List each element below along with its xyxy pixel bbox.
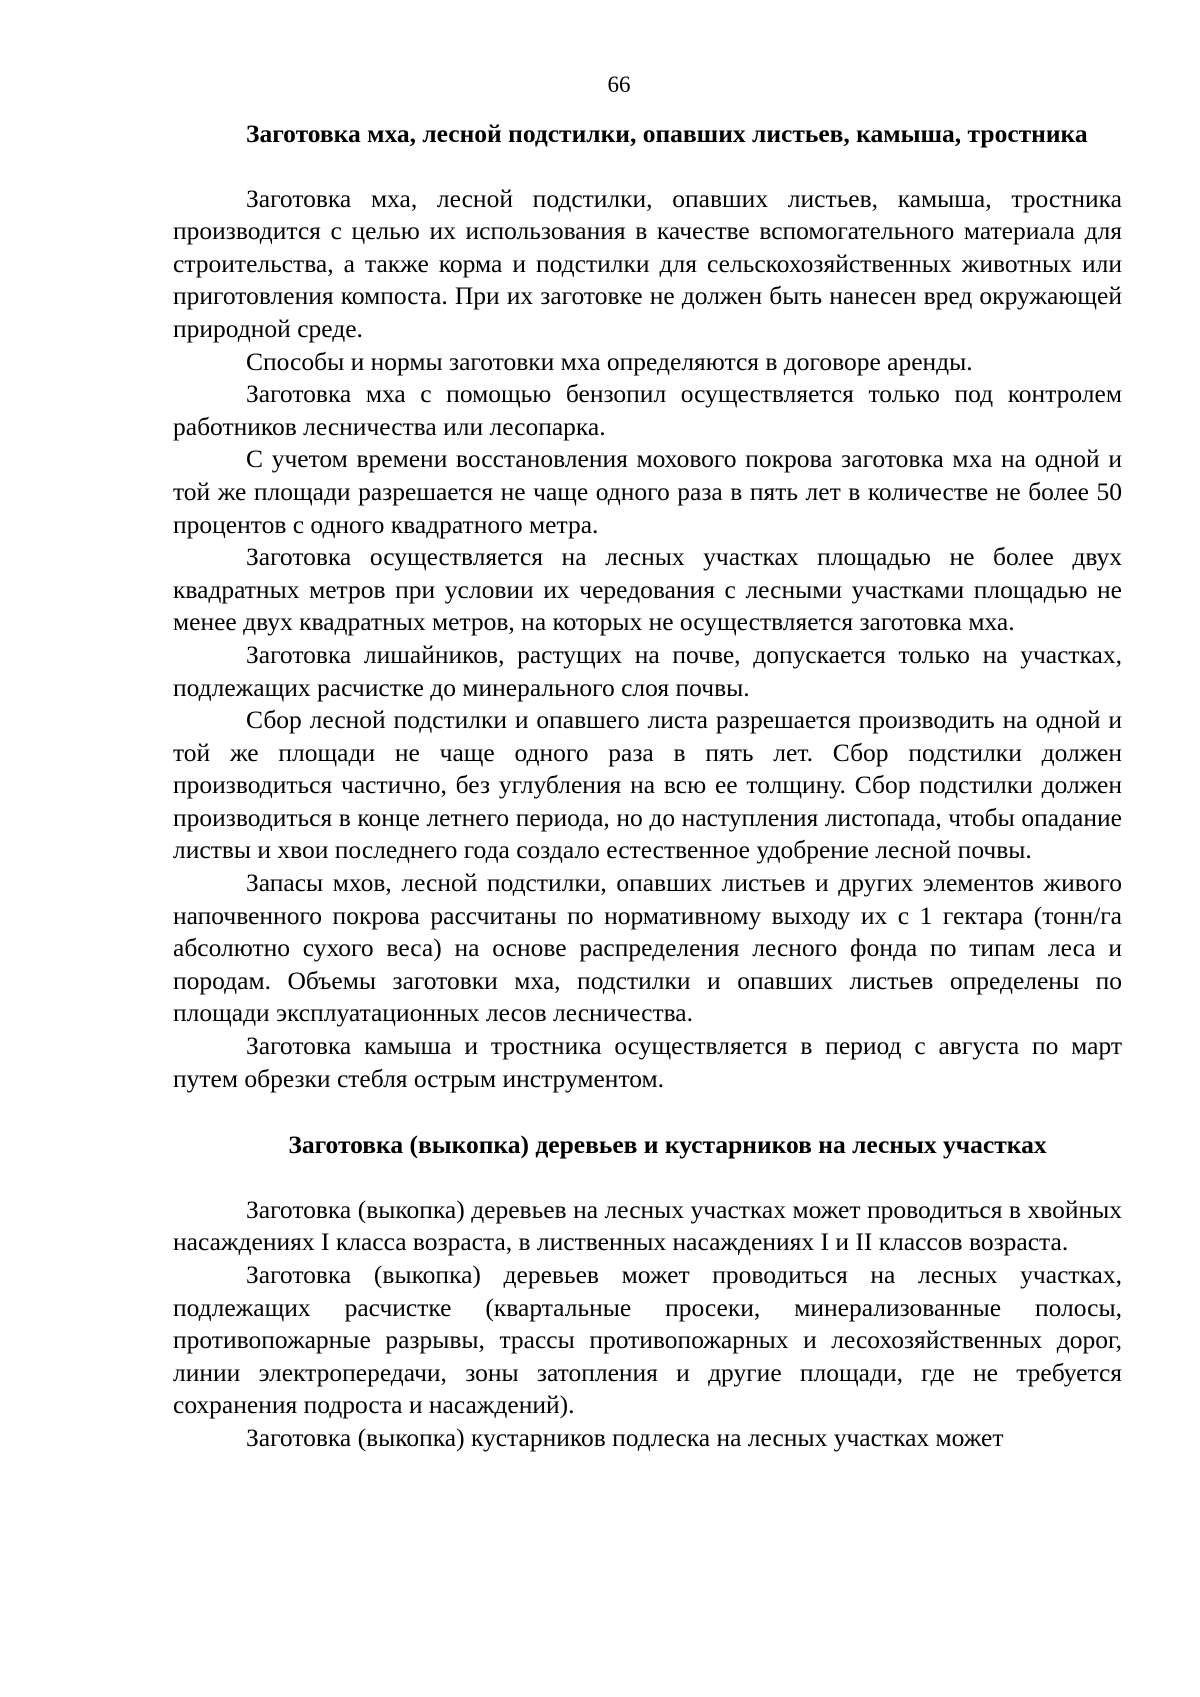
paragraph: Запасы мхов, лесной подстилки, опавших листьев и других элементов живого напочвенного покрова рассчитаны по нормативному выходу их с 1 гектара (тонн/га абсолютно сухого веса) на основе распределения лесного фонда по типам леса и породам. Объемы заготовки мха, подстилки и опавших листьев определены по площади эксплуатационных лесов лесничества. xyxy=(173,868,1122,1028)
paragraph: Заготовка мха с помощью бензопил осуществляется только под контролем работников лесничества или лесопарка. xyxy=(173,379,1122,441)
paragraph: Заготовка мха, лесной подстилки, опавших листьев, камыша, тростника производится с целью их использования в качестве вспомогательного материала для строительства, а также корма и подстилки для сельскохозяйственных животных или приготовления компоста. При их заготовке не должен быть нанесен вред окружающей природной среде. xyxy=(173,183,1122,343)
paragraph: Заготовка осуществляется на лесных участках площадью не более двух квадратных метров при условии их чередования с лесными участками площадью не менее двух квадратных метров, на которых не осуществляется заготовка мха. xyxy=(173,542,1122,637)
paragraph: Заготовка (выкопка) деревьев может проводиться на лесных участках, подлежащих расчистке (квартальные просеки, минерализованные полосы, противопожарные разрывы, трассы противопожарных и лесохозяйственных дорог, линии электропередачи, зоны затопления и другие площади, где не требуется сохранения подроста и насаждений). xyxy=(173,1260,1122,1420)
paragraph: Заготовка камыша и тростника осуществляется в период с августа по март путем обрезки стебля острым инструментом. xyxy=(173,1031,1122,1093)
paragraph: С учетом времени восстановления мохового покрова заготовка мха на одной и той же площади разрешается не чаще одного раза в пять лет в количестве не более 50 процентов с одного квадратного метра. xyxy=(173,444,1122,539)
section-heading-trees: Заготовка (выкопка) деревьев и кустарников на лесных участках xyxy=(288,1130,1047,1160)
paragraph: Сбор лесной подстилки и опавшего листа разрешается производить на одной и той же площади не чаще одного раза в пять лет. Сбор подстилки должен производиться частично, без углубления на всю ее толщину. Сбор подстилки должен производиться в конце летнего периода, но до наступления листопада, чтобы опадание листвы и хвои последнего года создало естественное удобрение лесной почвы. xyxy=(173,705,1122,865)
page-content xyxy=(173,118,1122,1455)
spacer xyxy=(173,1095,1122,1129)
page-number: 66 xyxy=(607,72,631,97)
paragraph: Способы и нормы заготовки мха определяются в договоре аренды. xyxy=(246,346,973,376)
paragraph: Заготовка лишайников, растущих на почве, допускается только на участках, подлежащих расчистке до минерального слоя почвы. xyxy=(173,639,1122,702)
spacer xyxy=(173,1162,1122,1194)
paragraph: Заготовка (выкопка) кустарников подлеска на лесных участках может xyxy=(246,1422,1004,1452)
section-heading-moss: Заготовка мха, лесной подстилки, опавших листьев, камыша, тростника xyxy=(246,119,1088,148)
paragraph: Заготовка (выкопка) деревьев на лесных участках может проводиться в хвойных насаждениях I класса возраста, в лиственных насаждениях I и II классов возраста. xyxy=(173,1194,1122,1257)
spacer xyxy=(173,151,1122,183)
